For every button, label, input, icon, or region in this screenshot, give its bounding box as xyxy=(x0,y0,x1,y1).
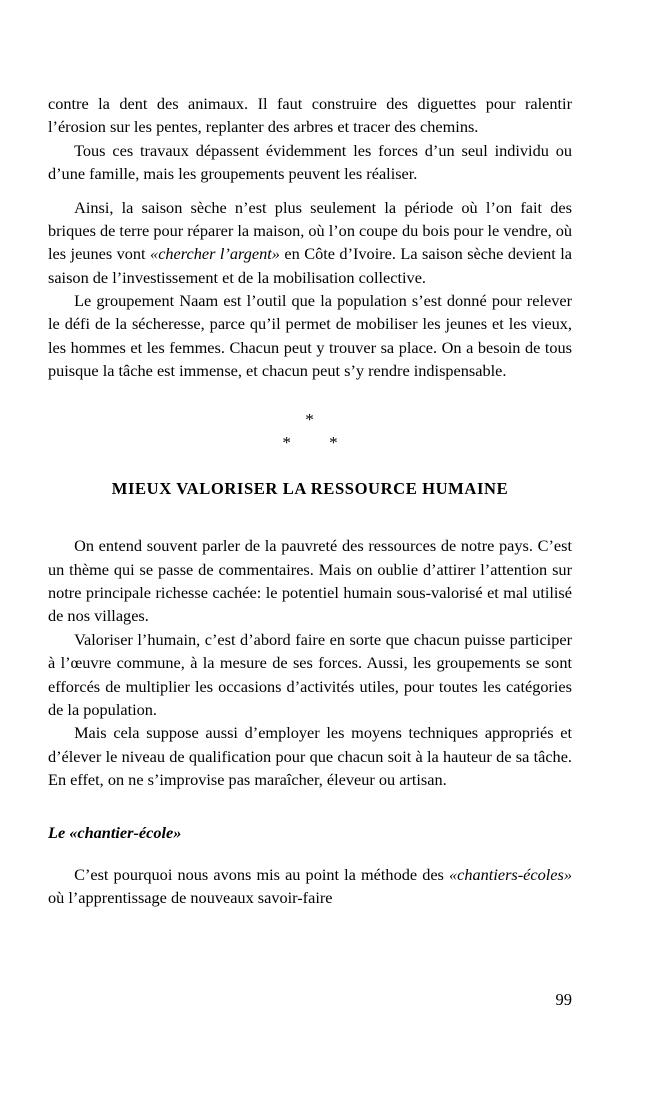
quote-chercher-largent: «chercher l’argent» xyxy=(150,244,280,264)
paragraph-technical-means: Mais cela suppose aussi d’employer les moyens techniques appropriés et d’élever le niveau de qualification pour que chacun soit à la hauteur de sa tâche. En effet, on ne s’improvise pas maraîcher, éleveur ou artisan. xyxy=(48,723,572,790)
subheading-chantier-ecole: Le «chantier-école» xyxy=(48,823,182,843)
paragraph-method xyxy=(48,863,572,910)
paragraph-method-text-a: C’est pourquoi nous avons mis au point la méthode des xyxy=(74,864,450,884)
ornament-row-top: * xyxy=(305,409,315,429)
paragraph-dry-season-text-a: Ainsi, la saison sèche n’est plus seulement la période où l’on fait des briques de terre pour réparer la maison, où l’on coupe du bois pour le vendre, où les jeunes vont xyxy=(48,197,572,264)
term-chantiers-ecoles: «chantiers-écoles» xyxy=(449,864,572,884)
paragraph-continuation: contre la dent des animaux. Il faut construire des diguettes pour ralentir l’érosion sur les pentes, replanter des arbres et tracer des chemins. xyxy=(48,94,572,137)
paragraph-poverty-resources: On entend souvent parler de la pauvreté des ressources de notre pays. C’est un thème qui se passe de commentaires. Mais on oublie d’attirer l’attention sur notre principale richesse cachée: le potentiel humain sous-valorisé et mal utilisé de nos villages. xyxy=(48,536,572,626)
paragraph-dry-season xyxy=(48,196,572,290)
ornament-asterisks xyxy=(48,411,572,451)
paragraph-collective-work: Tous ces travaux dépassent évidemment les forces d’un seul individu ou d’une famille, mais les groupements peuvent les réaliser. xyxy=(48,140,572,184)
page-number: 99 xyxy=(555,990,572,1009)
section-title: MIEUX VALORISER LA RESSOURCE HUMAINE xyxy=(111,478,509,498)
paragraph-dry-season-text-b: en Côte d’Ivoire. La saison sèche devient la saison de l’investissement et de la mobilisation collective. xyxy=(48,244,572,287)
ornament-row-bottom: * * xyxy=(282,432,355,452)
paragraph-spacer xyxy=(48,186,572,196)
page-body xyxy=(48,92,572,910)
paragraph-naam-group: Le groupement Naam est l’outil que la population s’est donné pour relever le défi de la sécheresse, parce qu’il permet de mobiliser les jeunes et les vieux, les hommes et les femmes. Chacun peut y trouver sa place. On a besoin de tous puisque la tâche est immense, et chacun peut s’y rendre indispensable. xyxy=(48,291,572,381)
paragraph-valorize-human: Valoriser l’humain, c’est d’abord faire en sorte que chacun puisse participer à l’œuvre commune, à la mesure de ses forces. Aussi, les groupements se sont efforcés de multiplier les occasions d’activités utiles, pour toutes les catégories de la population. xyxy=(48,629,572,719)
paragraph-method-text-b: où l’apprentissage de nouveaux savoir-faire xyxy=(48,888,333,908)
